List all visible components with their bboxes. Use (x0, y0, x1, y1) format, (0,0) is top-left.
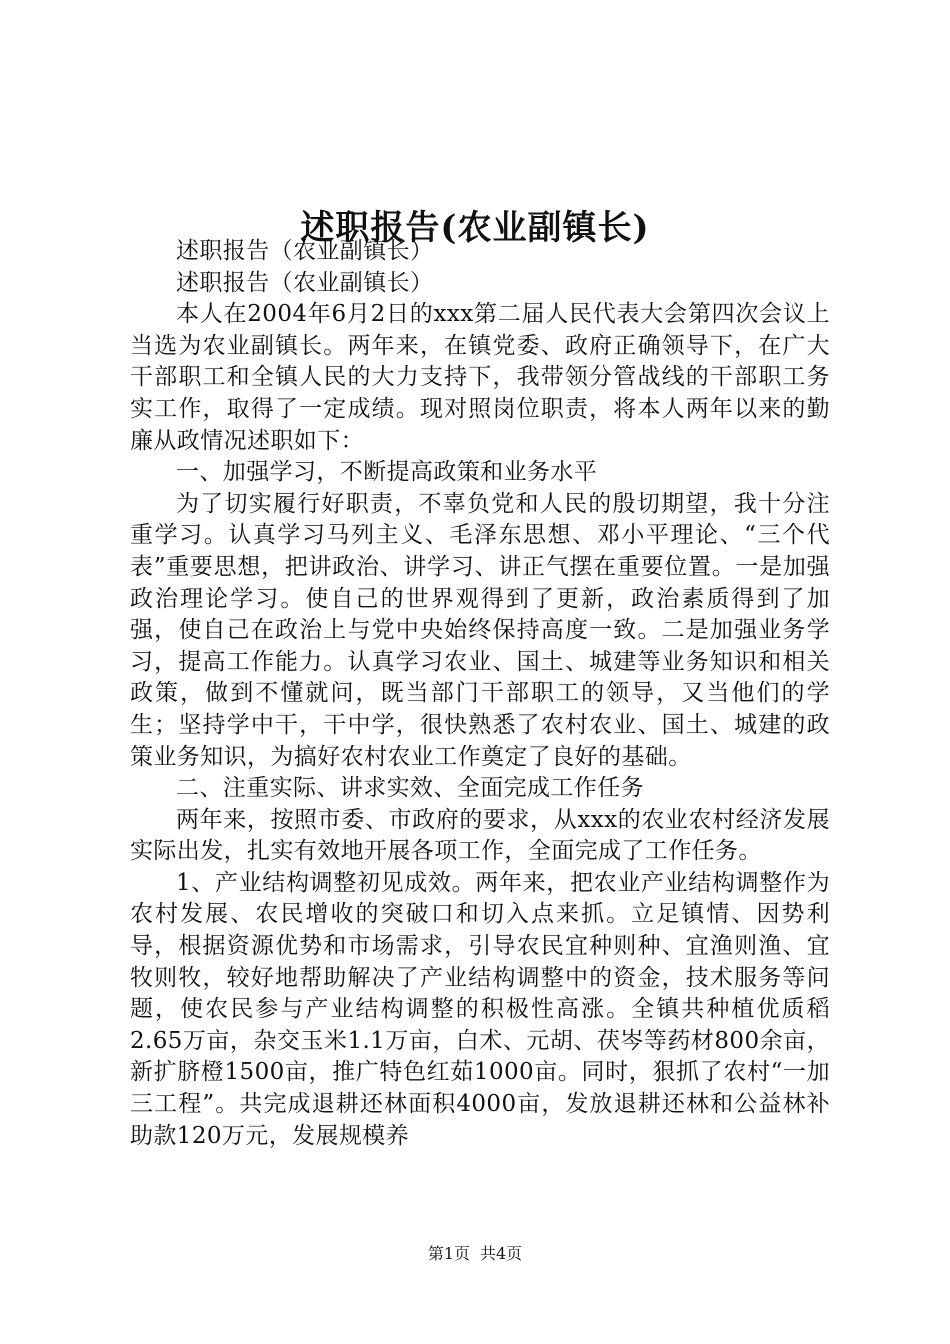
section-heading: 二、注重实际、讲求实效、全面完成工作任务 (176, 775, 644, 802)
page-total: 共4页 (480, 1244, 523, 1263)
paragraph: 述职报告（农业副镇长） (176, 269, 434, 296)
document-title: 述职报告(农业副镇长) (300, 207, 650, 248)
page-number: 第1页 (427, 1244, 470, 1263)
paragraph: 述职报告（农业副镇长） (176, 238, 434, 264)
paragraph: 本人在2004年6月2日的xxx第二届人民代表大会第四次会议上当选为农业副镇长。两年来，在镇党委、政府正确领导下，在广大干部职工和全镇人民的大力支持下，我带领分管战线的干部职工务实工作，取得了一定成绩。现对照岗位职责，将本人两年以来的勤廉从政情况述职如下： (130, 301, 830, 454)
section-heading: 一、加强学习，不断提高政策和业务水平 (176, 459, 598, 486)
document-body (130, 236, 830, 1152)
paragraph: 两年来，按照市委、市政府的要求，从xxx的农业农村经济发展实际出发，扎实有效地开展各项工作，全面完成了工作任务。 (130, 806, 830, 865)
paragraph: 1、产业结构调整初见成效。两年来，把农业产业结构调整作为农村发展、农民增收的突破口和切入点来抓。立足镇情、因势利导，根据资源优势和市场需求，引导农民宜种则种、宜渔则渔、宜牧则牧，较好地帮助解决了产业结构调整中的资金，技术服务等问题，使农民参与产业结构调整的积极性高涨。全镇共种植优质稻2.65万亩，杂交玉米1.1万亩，白术、元胡、茯岑等药材800余亩，新扩脐橙1500亩，推广特色红茹1000亩。同时，狠抓了农村“一加三工程”。共完成退耕还林面积4000亩，发放退耕还林和公益林补助款120万元，发展规模养 (130, 869, 830, 1149)
paragraph: 为了切实履行好职责，不辜负党和人民的殷切期望，我十分注重学习。认真学习马列主义、毛泽东思想、邓小平理论、“三个代表”重要思想，把讲政治、讲学习、讲正气摆在重要位置。一是加强政治理论学习。使自己的世界观得到了更新，政治素质得到了加强，使自己在政治上与党中央始终保持高度一致。二是加强业务学习，提高工作能力。认真学习农业、国土、城建等业务知识和相关政策，做到不懂就问，既当部门干部职工的领导，又当他们的学生；坚持学中干，干中学，很快熟悉了农村农业、国土、城建的政策业务知识，为搞好农村农业工作奠定了良好的基础。 (130, 490, 830, 770)
page-footer (0, 1244, 950, 1264)
